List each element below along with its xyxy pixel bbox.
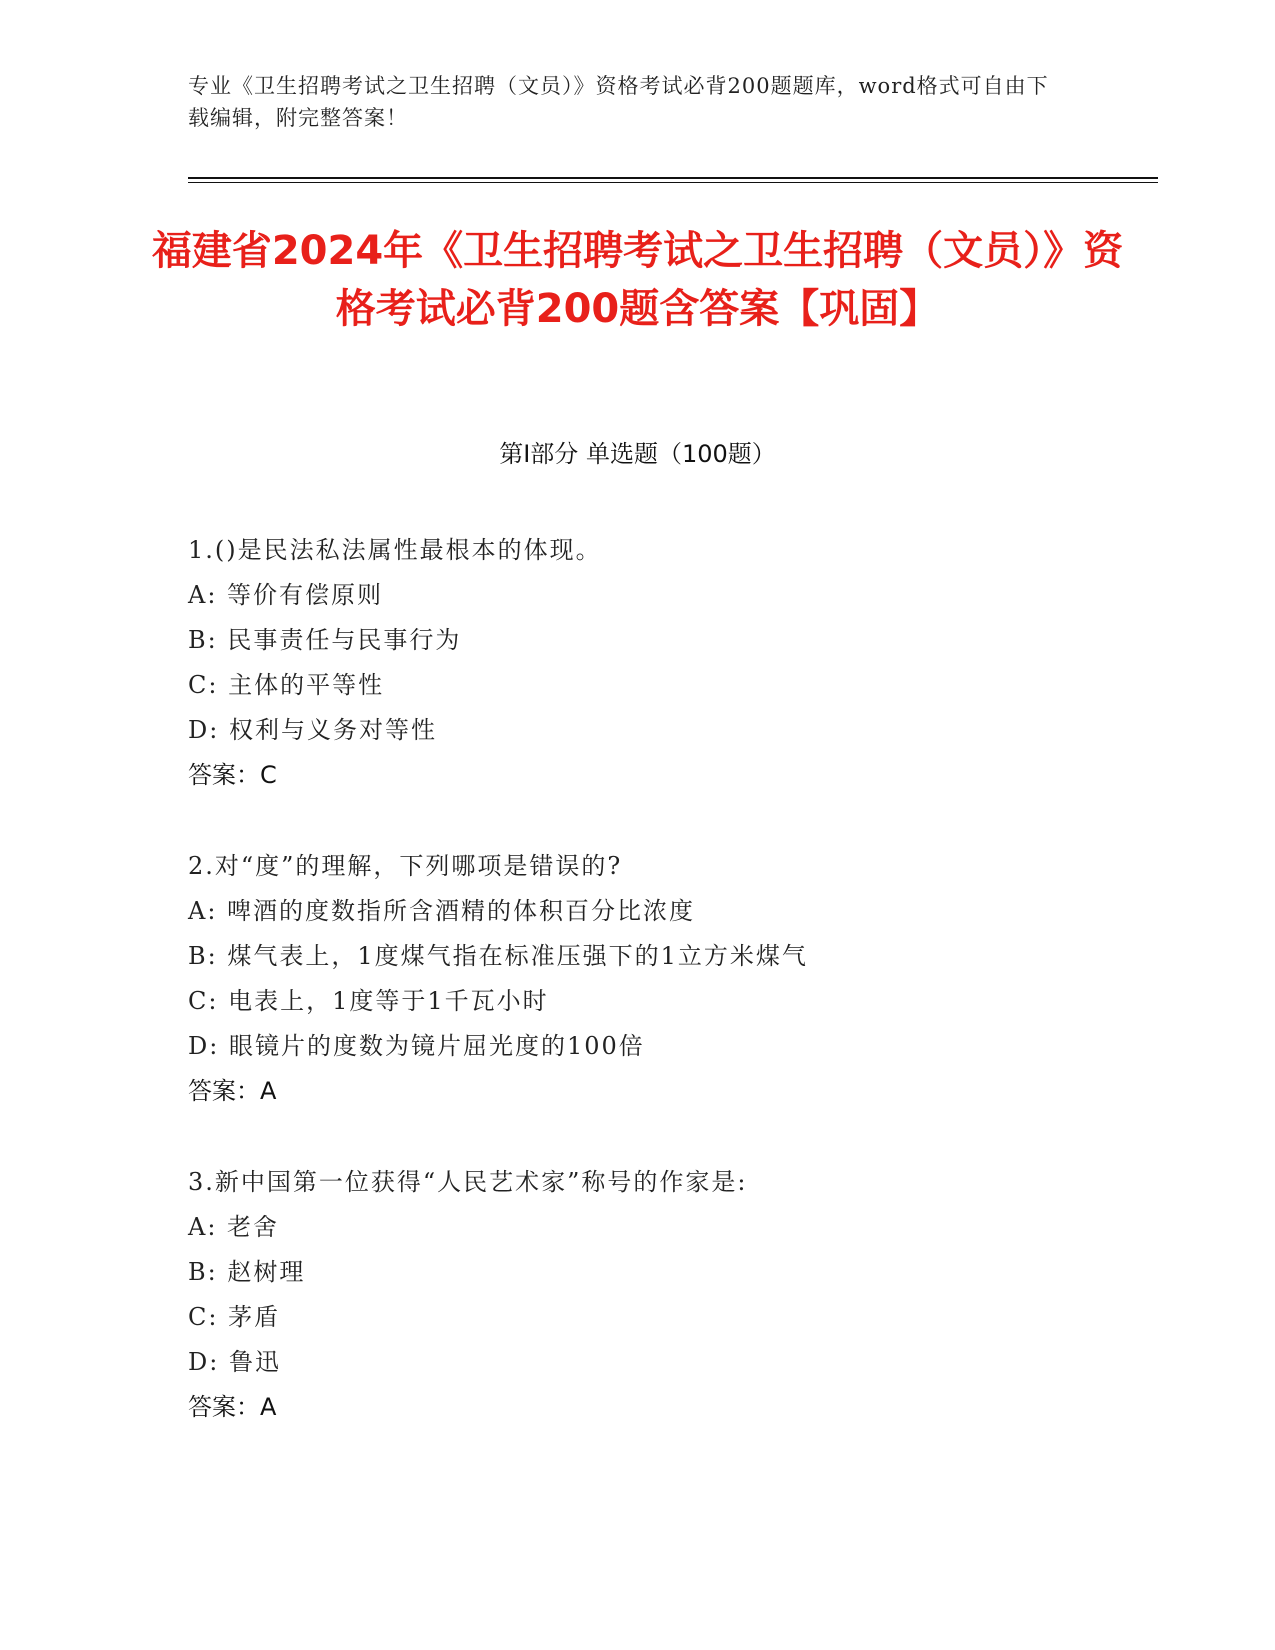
header-divider-thick [188,177,1158,179]
option-b: B: 赵树理 [188,1258,306,1286]
header-divider-thin [188,182,1158,183]
option-a: A: 啤酒的度数指所含酒精的体积百分比浓度 [188,897,696,925]
question-item [188,1160,1168,1430]
question-stem: 3.新中国第一位获得“人民艺术家”称号的作家是: [188,1168,748,1196]
answer: 答案：A [188,1077,277,1105]
question-list [188,528,1168,1476]
section-title: 第I部分 单选题（100题） [499,440,776,468]
option-b: B: 民事责任与民事行为 [188,626,462,654]
option-a: A: 老舍 [188,1213,280,1241]
option-d: D: 眼镜片的度数为镜片屈光度的100倍 [188,1032,645,1060]
answer: 答案：A [188,1393,277,1421]
answer: 答案：C [188,761,277,789]
question-stem: 2.对“度”的理解，下列哪项是错误的? [188,852,623,880]
header-note: 专业《卫生招聘考试之卫生招聘（文员）》资格考试必背200题题库，word格式可自由下载编辑，附完整答案！ [188,74,1049,130]
option-a: A: 等价有偿原则 [188,581,384,609]
option-c: C: 电表上，1度等于1千瓦小时 [188,987,549,1015]
question-stem: 1.()是民法私法属性最根本的体现。 [188,536,602,564]
option-d: D: 权利与义务对等性 [188,716,437,744]
question-item [188,844,1168,1114]
option-c: C: 主体的平等性 [188,671,385,699]
document-title: 福建省2024年《卫生招聘考试之卫生招聘（文员）》资格考试必背200题含答案【巩固】 [151,228,1124,332]
option-b: B: 煤气表上，1度煤气指在标准压强下的1立方米煤气 [188,942,808,970]
option-d: D: 鲁迅 [188,1348,281,1376]
option-c: C: 茅盾 [188,1303,281,1331]
question-item [188,528,1168,798]
